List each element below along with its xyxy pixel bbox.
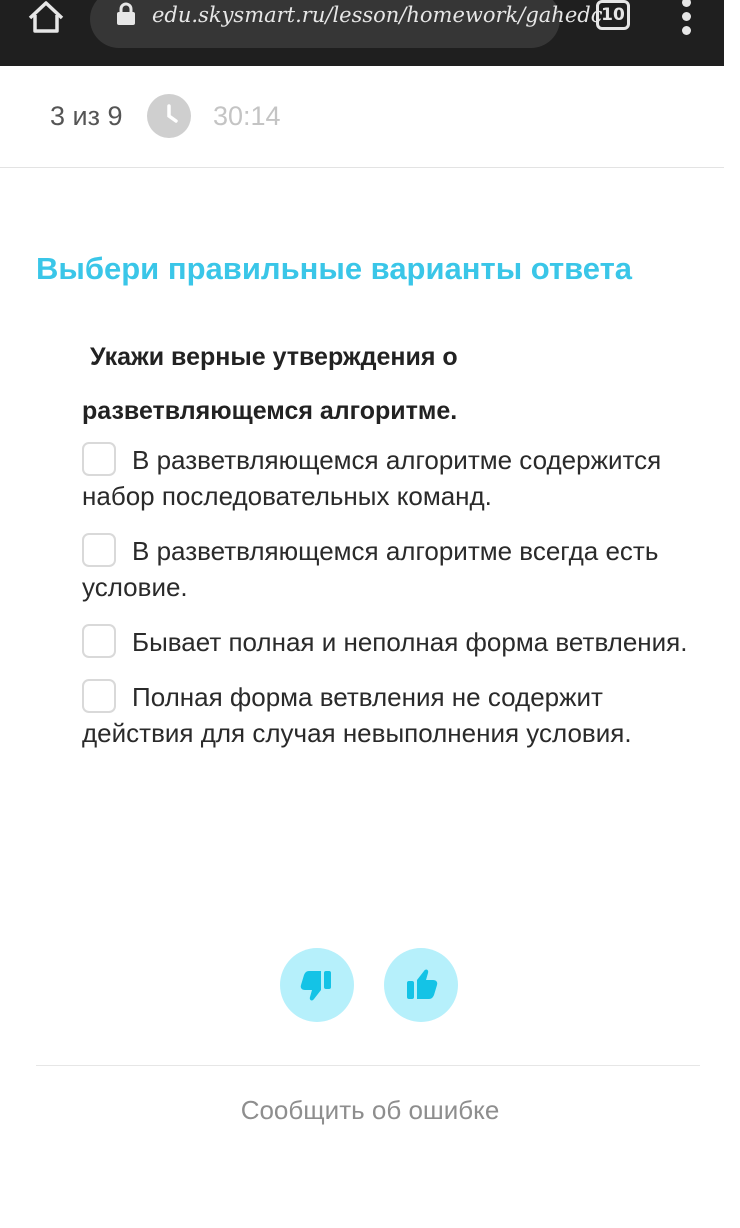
lock-icon <box>116 2 136 26</box>
task-progress: 3 из 9 <box>50 101 123 131</box>
like-button[interactable] <box>384 948 458 1022</box>
checkbox[interactable] <box>82 624 116 658</box>
task-title: Выбери правильные варианты ответа <box>36 251 633 286</box>
answer-option[interactable] <box>82 679 692 751</box>
divider <box>36 1065 700 1066</box>
more-vertical-icon[interactable] <box>676 0 696 34</box>
dislike-button[interactable] <box>280 948 354 1022</box>
thumbs-up-icon <box>401 965 441 1005</box>
answer-option[interactable] <box>82 442 692 514</box>
browser-toolbar <box>0 0 724 66</box>
lesson-header <box>0 66 724 168</box>
url-text[interactable]: edu.skysmart.ru/lesson/homework/gahedc <box>152 3 603 27</box>
checkbox[interactable] <box>82 442 116 476</box>
answer-options <box>82 442 692 770</box>
answer-option-label: Бывает полная и неполная форма ветвления. <box>132 627 688 657</box>
thumbs-down-icon <box>297 965 337 1005</box>
question-text: Укажи верные утверждения о разветвляющемся алгоритме. <box>82 343 458 425</box>
clock-icon <box>147 94 191 138</box>
report-error-link[interactable]: Сообщить об ошибке <box>240 1095 500 1125</box>
timer: 30:14 <box>213 101 281 131</box>
home-icon[interactable] <box>26 0 66 36</box>
checkbox[interactable] <box>82 533 116 567</box>
answer-option[interactable] <box>82 533 692 605</box>
answer-option-label: Полная форма ветвления не содержит действия для случая невыполнения условия. <box>82 682 632 748</box>
answer-option-label: В разветвляющемся алгоритме содержится набор последовательных команд. <box>82 445 662 511</box>
answer-option-label: В разветвляющемся алгоритме всегда есть условие. <box>82 536 659 602</box>
tab-switcher-button[interactable]: 10 <box>596 0 630 30</box>
answer-option[interactable] <box>82 624 692 660</box>
checkbox[interactable] <box>82 679 116 713</box>
